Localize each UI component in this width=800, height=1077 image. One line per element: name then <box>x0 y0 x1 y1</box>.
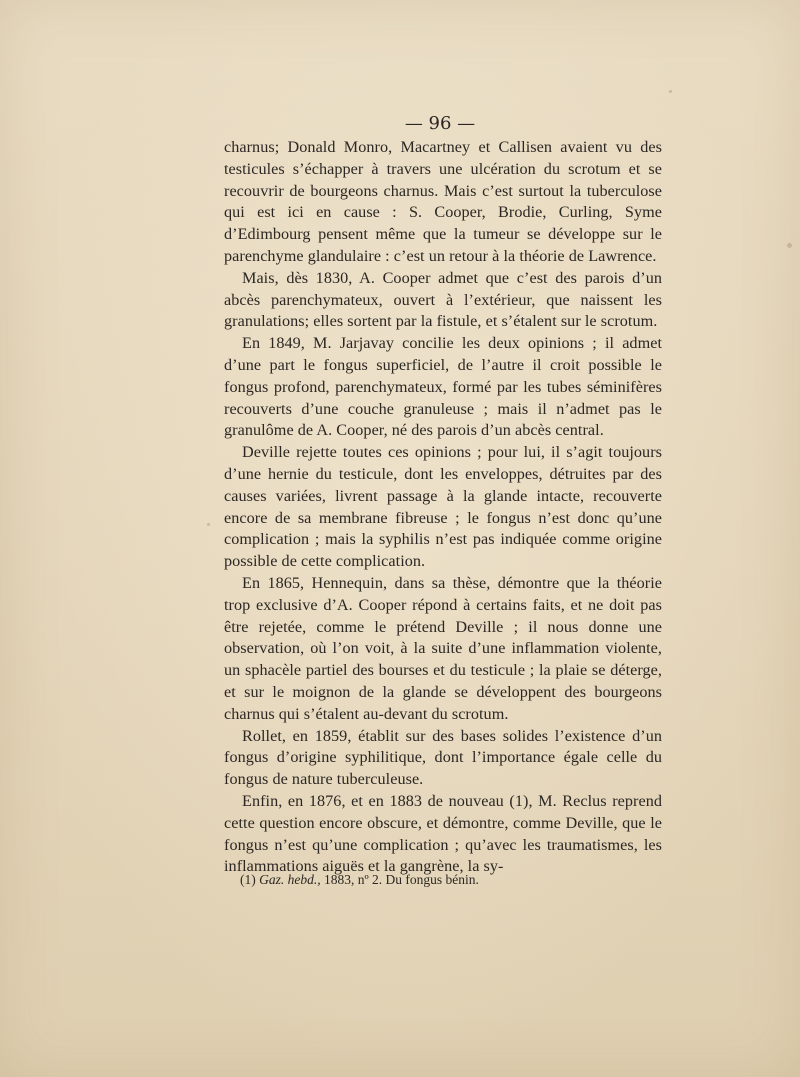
paragraph: Rollet, en 1859, établit sur des bases solides l’existence d’un fongus d’origine syphilitique, dont l’importance égale celle du fongus de nature tuberculeuse. <box>224 726 662 789</box>
paragraph: charnus; Donald Monro, Macartney et Callisen avaient vu des testicules s’échapper à travers une ulcération du scrotum et se recouvrir de bourgeons charnus. Mais c’est surtout la tuberculose qui est ici en cause : S. Cooper, Brodie, Curling, Syme d’Edimbourg pensent même que la tumeur se développe sur le parenchyme glandulaire : c’est un retour à la théorie de Lawrence. <box>224 138 662 265</box>
body-text <box>224 137 662 878</box>
paragraph: Mais, dès 1830, A. Cooper admet que c’est des parois d’un abcès parenchymateux, ouvert à l’extérieur, que naissent les granulations; elles sortent par la fistule, et s’étalent sur le scrotum. <box>224 268 662 331</box>
footnote <box>240 871 660 889</box>
footnote-marker: (1) <box>240 872 256 887</box>
page-number: — 96 — <box>404 113 476 134</box>
paragraph: En 1849, M. Jarjavay concilie les deux opinions ; il admet d’une part le fongus superficiel, de l’autre il croit possible le fongus profond, parenchymateux, formé par les tubes séminifères recouverts d’une couche granuleuse ; mais il n’admet pas le granulôme de A. Cooper, né des parois d’un abcès central. <box>224 334 662 440</box>
paragraph: En 1865, Hennequin, dans sa thèse, démontre que la théorie trop exclusive d’A. Cooper répond à certains faits, et ne doit pas être rejetée, comme le prétend Deville ; il nous donne une observation, où l’on voit, à la suite d’une inflammation violente, un sphacèle partiel des bourses et du testicule ; la plaie se déterge, et sur le moignon de la glande se développent des bourgeons charnus qui s’étalent au-devant du scrotum. <box>224 573 662 723</box>
footnote-source: Gaz. hebd., <box>259 872 321 887</box>
paper-speck <box>787 243 792 248</box>
footnote-text: 1883, nº 2. Du fongus bénin. <box>324 872 479 887</box>
paragraph: Enfin, en 1876, et en 1883 de nouveau (1), M. Reclus reprend cette question encore obscure, et démontre, comme Deville, que le fongus n’est qu’une complication ; qu’avec les traumatismes, les inflammations aiguës et la gangrène, la sy- <box>224 791 662 876</box>
paper-speck <box>207 523 210 526</box>
paper-speck <box>669 90 672 93</box>
paragraph: Deville rejette toutes ces opinions ; pour lui, il s’agit toujours d’une hernie du testicule, dont les enveloppes, détruites par des causes variées, livrent passage à la glande intacte, recouverte encore de sa membrane fibreuse ; le fongus n’est donc qu’une complication ; mais la syphilis n’est pas indiquée comme origine possible de cette complication. <box>224 443 662 571</box>
